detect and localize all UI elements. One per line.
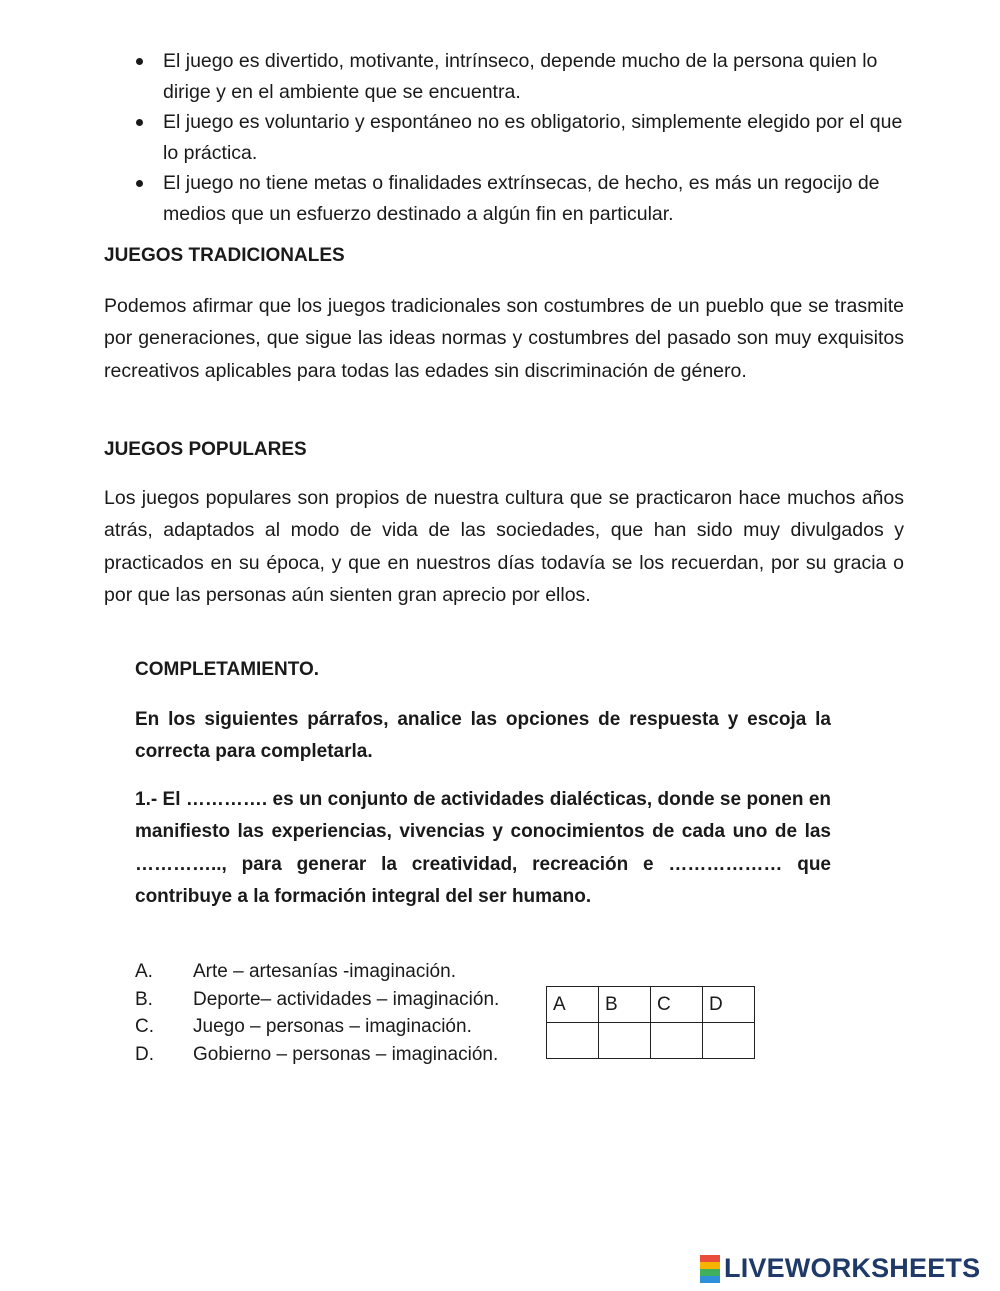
option-letter: D.: [135, 1044, 154, 1066]
option-c: [135, 1013, 499, 1041]
section-heading-populares: JUEGOS POPULARES: [104, 439, 307, 460]
answer-cell-b[interactable]: [599, 1023, 651, 1059]
section-body-tradicionales: Podemos afirmar que los juegos tradicionales son costumbres de un pueblo que se trasmite por generaciones, que sigue las ideas normas y costumbres del pasado son muy exquisitos recreativos aplicables para todas las edades sin discriminación de género.: [104, 295, 904, 382]
answer-options: [135, 958, 499, 1069]
list-item: [130, 168, 910, 229]
liveworksheets-brand: [700, 1253, 980, 1284]
brand-name: LIVEWORKSHEETS: [724, 1253, 981, 1283]
list-item: [130, 46, 910, 107]
answer-header-a: A: [547, 987, 599, 1023]
section-body-populares: Los juegos populares son propios de nuestra cultura que se practicaron hace muchos años atrás, adaptados al modo de vida de las sociedades, que han sido muy divulgados y practicados en su época, y que en nuestros días todavía se los recuerdan, por su gracia o por que las personas aún sienten gran aprecio por ellos.: [104, 487, 904, 606]
answer-header-c: C: [651, 987, 703, 1023]
bullet-icon: [136, 119, 143, 126]
option-letter: A.: [135, 961, 153, 982]
bullet-icon: [136, 180, 143, 187]
exercise-question: 1.- El …………. es un conjunto de actividades dialécticas, donde se ponen en manifiesto las experiencias, vivencias y conocimientos de cada uno de las ………….., para generar la creatividad, recreación e ……………… que contribuye a la formación integral del ser humano.: [135, 789, 831, 907]
answer-cell-d[interactable]: [703, 1023, 755, 1059]
answer-header-d: D: [703, 987, 755, 1023]
option-text: Deporte– actividades – imaginación.: [193, 988, 500, 1010]
answer-header-b: B: [599, 987, 651, 1023]
characteristics-list: [130, 46, 910, 229]
exercise-title: COMPLETAMIENTO.: [135, 659, 320, 680]
answer-table-input-row: [547, 1023, 755, 1059]
list-item-text: El juego es divertido, motivante, intrínseco, depende mucho de la persona quien lo dirige y en el ambiente que se encuentra.: [163, 50, 878, 103]
answer-cell-c[interactable]: [651, 1023, 703, 1059]
answer-table-header-row: [547, 987, 755, 1023]
list-item-text: El juego es voluntario y espontáneo no es obligatorio, simplemente elegido por el que lo práctica.: [163, 111, 903, 164]
section-heading-tradicionales: JUEGOS TRADICIONALES: [104, 245, 345, 266]
option-d: [135, 1041, 499, 1069]
option-letter: B.: [135, 988, 153, 1010]
option-text: Gobierno – personas – imaginación.: [193, 1044, 499, 1066]
liveworksheets-logo-icon: [700, 1255, 720, 1283]
option-b: [135, 986, 499, 1014]
option-a: [135, 958, 499, 986]
list-item: [130, 107, 910, 168]
option-text: Arte – artesanías -imaginación.: [193, 961, 456, 982]
bullet-icon: [136, 58, 143, 65]
exercise-instruction: En los siguientes párrafos, analice las opciones de respuesta y escoja la correcta para completarla.: [135, 709, 831, 763]
answer-cell-a[interactable]: [547, 1023, 599, 1059]
list-item-text: El juego no tiene metas o finalidades extrínsecas, de hecho, es más un regocijo de medios que un esfuerzo destinado a algún fin en particular.: [163, 172, 880, 225]
answer-table: [546, 986, 755, 1059]
option-letter: C.: [135, 1016, 154, 1038]
option-text: Juego – personas – imaginación.: [193, 1016, 472, 1038]
